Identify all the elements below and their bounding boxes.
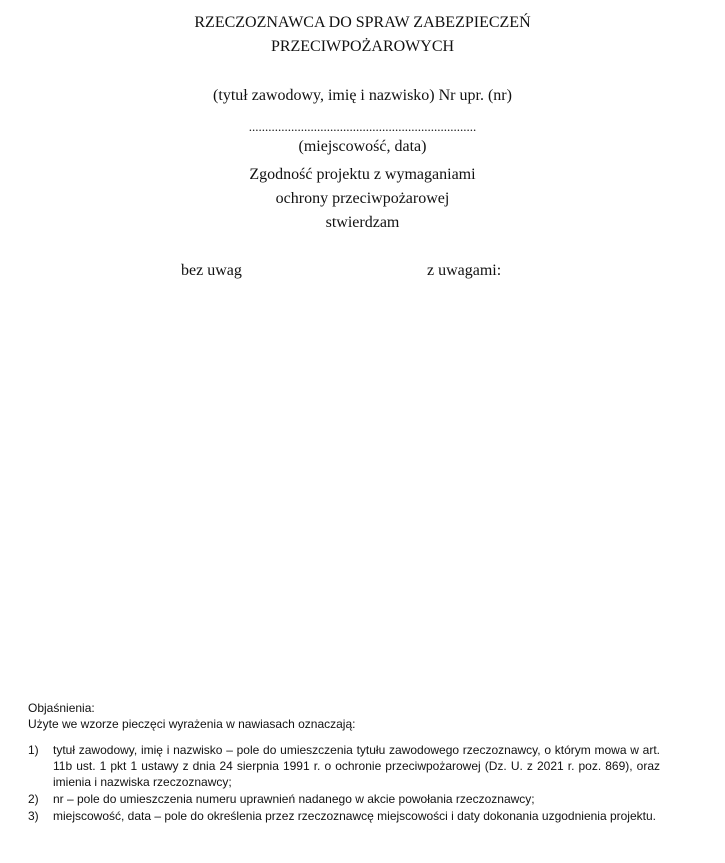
list-item-text: tytuł zawodowy, imię i nazwisko – pole do umieszczenia tytułu zawodowego rzeczoznawcy, o którym mowa w art. 11b ust. 1 pkt 1 ustawy z dnia 24 sierpnia 1991 r. o ochronie przeciwpożarowej (Dz. U. z 2021 r. poz. 869), oraz imienia i nazwiska rzeczoznawcy;: [53, 743, 660, 789]
list-item-text: nr – pole do umieszczenia numeru uprawnień nadanego w akcie powołania rzeczoznawcy;: [53, 792, 535, 806]
statement-line-2: ochrony przeciwpożarowej: [275, 190, 450, 207]
list-item: [28, 808, 660, 824]
statement-line-1: Zgodność projektu z wymaganiami: [249, 166, 476, 183]
list-item: [28, 791, 660, 807]
explanations-section: [28, 700, 660, 825]
dotted-line: ......................................................................: [248, 119, 477, 134]
option-without-remarks: bez uwag: [181, 262, 242, 279]
list-item-number: 3): [28, 809, 39, 823]
explanations-intro: Użyte we wzorze pieczęci wyrażenia w nawiasach oznaczają:: [28, 717, 356, 731]
stamp-title-line-2: PRZECIWPOŻAROWYCH: [270, 38, 455, 55]
explanations-list: [28, 742, 660, 824]
option-with-remarks: z uwagami:: [427, 262, 502, 279]
stamp-title-line-1: RZECZOZNAWCA DO SPRAW ZABEZPIECZEŃ: [194, 14, 531, 31]
list-item-number: 1): [28, 743, 39, 757]
list-item-number: 2): [28, 792, 39, 806]
statement-line-3: stwierdzam: [325, 214, 400, 231]
explanations-heading: Objaśnienia:: [28, 701, 95, 715]
list-item-text: miejscowość, data – pole do określenia przez rzeczoznawcę miejscowości i daty dokonania uzgodnienia projektu.: [53, 809, 656, 823]
identity-field-label: (tytuł zawodowy, imię i nazwisko) Nr upr. (nr): [213, 87, 512, 104]
place-date-label: (miejscowość, data): [298, 138, 427, 155]
list-item: [28, 742, 660, 790]
